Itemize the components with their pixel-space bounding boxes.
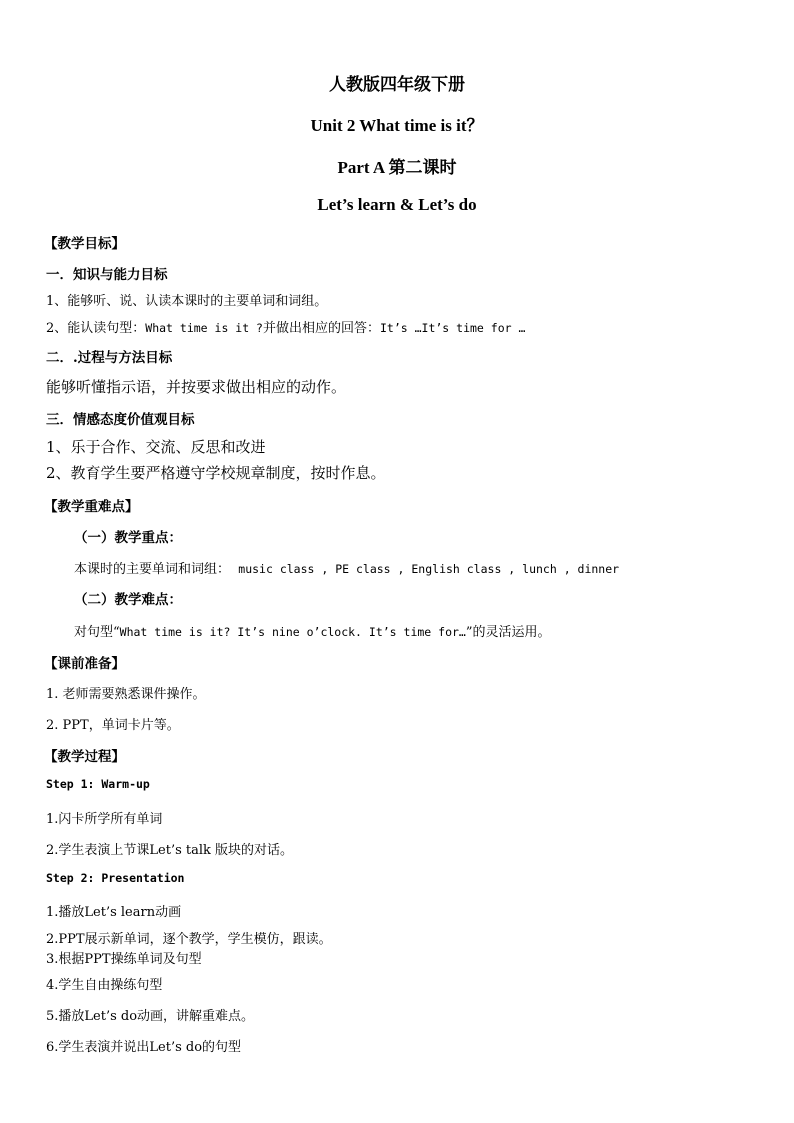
objective-process-item-1: 能够听懂指示语，并按要求做出相应的动作。	[46, 378, 347, 396]
difficulty-title: （二）教学难点：	[74, 592, 182, 608]
step-1-item-2: 2.学生表演上节课Let’s talk 版块的对话。	[46, 843, 294, 858]
step-2-item-3: 3.根据PPT操练单词及句型	[46, 952, 202, 967]
preparation-item-1: 1. 老师需要熟悉课件操作。	[46, 687, 206, 702]
objective-process-title: 二．.过程与方法目标	[46, 350, 173, 366]
difficulty-en: What time is it? It’s nine o’clock. It’s time for…	[119, 625, 466, 639]
lesson-title: Let’s learn & Let’s do	[317, 195, 477, 214]
objective-emotion-item-2: 2、教育学生要严格遵守学校规章制度，按时作息。	[46, 464, 386, 482]
item-2-cn-2: 并做出相应的回答：	[262, 321, 380, 336]
objective-knowledge-item-2	[46, 317, 525, 336]
preparation-heading: 【课前准备】	[44, 656, 125, 672]
objective-emotion-title: 三．情感态度价值观目标	[46, 412, 195, 428]
step-2-item-6: 6.学生表演并说出Let’s do的句型	[46, 1040, 242, 1055]
difficulty-cn-1: 对句型“	[74, 625, 120, 640]
objective-knowledge-item-1: 1、能够听、说、认读本课时的主要单词和词组。	[46, 294, 328, 309]
step-2-item-4: 4.学生自由操练句型	[46, 978, 163, 993]
step-1-item-1: 1.闪卡所学所有单词	[46, 812, 163, 827]
step-2-item-1: 1.播放Let’s learn动画	[46, 905, 182, 920]
doc-title: 人教版四年级下册	[329, 75, 465, 94]
keypoints-heading: 【教学重难点】	[44, 499, 139, 515]
preparation-item-2: 2. PPT，单词卡片等。	[46, 718, 180, 733]
step-2-item-2: 2.PPT展示新单词，逐个教学，学生模仿，跟读。	[46, 932, 332, 947]
focus-en: music class , PE class , English class , lunch , dinner	[238, 562, 620, 576]
objective-knowledge-title: 一．知识与能力目标	[46, 267, 168, 283]
unit-title: Unit 2 What time is it？	[310, 116, 484, 135]
focus-cn: 本课时的主要单词和词组：	[74, 562, 231, 577]
process-heading: 【教学过程】	[44, 749, 125, 765]
objectives-heading: 【教学目标】	[44, 236, 125, 252]
item-2-en-2: It’s …It’s time for …	[380, 321, 526, 335]
item-2-en: What time is it ?	[145, 321, 263, 335]
part-title: Part A 第二课时	[337, 158, 457, 177]
step-2-item-5: 5.播放Let’s do动画，讲解重难点。	[46, 1009, 255, 1024]
item-2-cn: 2、能认读句型：	[46, 321, 146, 336]
focus-title: （一）教学重点：	[74, 530, 182, 546]
difficulty-cn-2: ”的灵活运用。	[465, 625, 551, 640]
objective-emotion-item-1: 1、乐于合作、交流、反思和改进	[46, 438, 266, 456]
focus-content	[74, 558, 619, 577]
step-2-title: Step 2: Presentation	[46, 871, 185, 885]
difficulty-content	[74, 621, 551, 640]
step-1-title: Step 1: Warm-up	[46, 777, 150, 791]
